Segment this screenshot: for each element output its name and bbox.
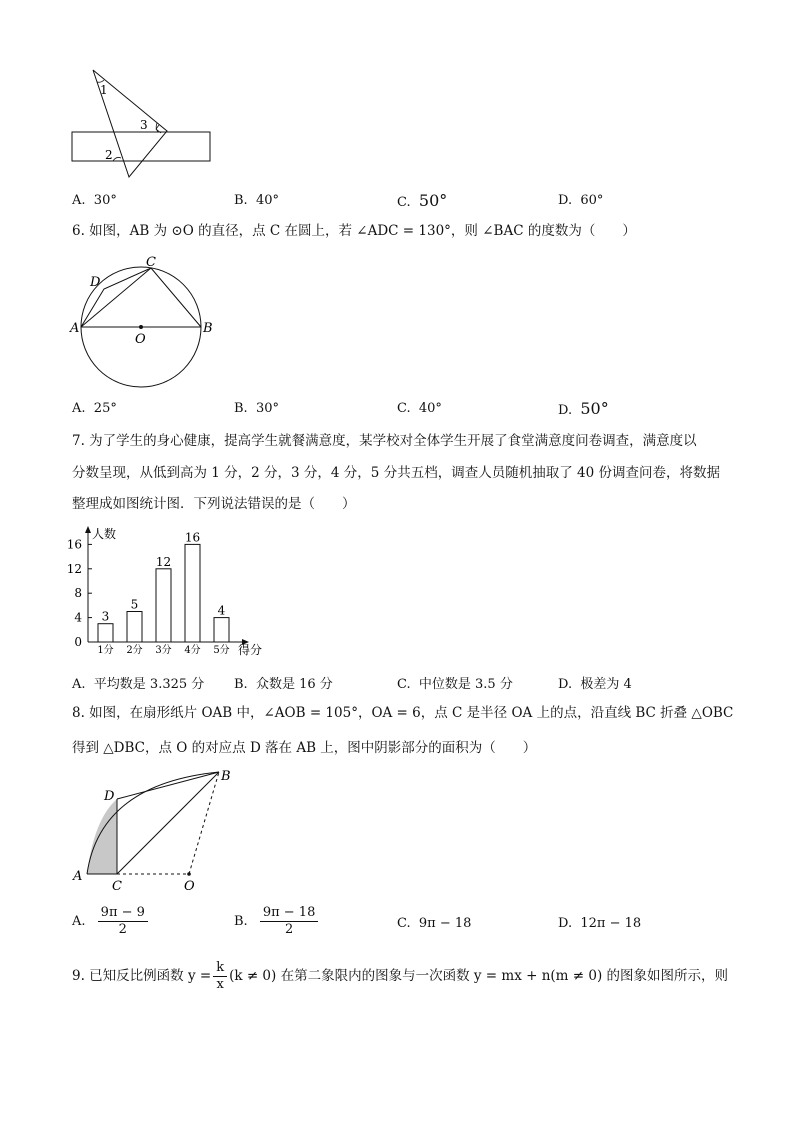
q9-stem-pre: 9. 已知反比例函数 y =	[72, 968, 212, 984]
option-letter: C.	[397, 916, 411, 931]
q8-stem-line1: 8. 如图，在扇形纸片 OAB 中，∠AOB = 105°，OA = 6，点 C 是半径 OA 上的点，沿直线 BC 折叠 △OBC	[72, 705, 734, 721]
option-letter: C.	[397, 195, 411, 210]
option-value: 60°	[580, 193, 604, 208]
q5-option-a[interactable]	[72, 193, 117, 208]
option-value: 50°	[418, 191, 448, 210]
q6-option-d[interactable]	[558, 399, 609, 418]
q8-segment-cb	[117, 772, 219, 874]
x-tick-label: 5分	[213, 645, 230, 656]
q8-label-c: C	[112, 879, 122, 894]
q7-xlabel: 得分	[238, 643, 263, 657]
q8-shaded-region	[87, 799, 117, 874]
option-letter: A.	[72, 914, 86, 929]
q7-option-a[interactable]	[72, 673, 204, 692]
y-tick-label: 0	[74, 635, 82, 649]
option-value: 30°	[93, 193, 117, 208]
y-tick-label: 4	[74, 610, 82, 625]
option-letter: A.	[72, 401, 86, 416]
q7-stem-line1: 7. 为了学生的身心健康，提高学生就餐满意度，某学校对全体学生开展了食堂满意度问卷调查，满意度以	[72, 433, 697, 449]
option-letter: B.	[234, 401, 248, 416]
q7-option-c[interactable]	[397, 673, 513, 692]
q5-option-b[interactable]	[234, 193, 279, 208]
q9-stem-post: (k ≠ 0) 在第二象限内的图象与一次函数 y = mx + n(m ≠ 0) 的图象如图所示，则	[229, 968, 729, 984]
y-tick-label: 16	[66, 537, 82, 552]
q5-angle2-label: 2	[105, 148, 113, 162]
bar-data-label: 3	[101, 609, 110, 624]
q7-stem-line3: 整理成如图统计图．下列说法错误的是（ ）	[72, 496, 356, 512]
x-tick-label: 4分	[184, 645, 201, 656]
q8-option-b[interactable]	[234, 905, 318, 938]
fraction-numerator: 9π − 9	[98, 905, 148, 922]
q8-segment-db	[117, 772, 219, 799]
q7-ylabel: 人数	[92, 527, 117, 541]
q5-ruler-rect	[72, 132, 210, 161]
bar-data-label: 12	[155, 554, 172, 569]
option-value: 40°	[255, 193, 279, 208]
q7-bar-chart	[60, 522, 280, 662]
x-tick-label: 3分	[155, 645, 172, 656]
q6-option-b[interactable]	[234, 401, 279, 416]
q7-option-b[interactable]	[234, 673, 333, 692]
q5-angle1-arc	[97, 80, 104, 82]
q8-label-o: O	[184, 879, 195, 894]
q7-option-d[interactable]	[558, 673, 632, 692]
fraction-numerator: 9π − 18	[260, 905, 319, 922]
q8-option-c[interactable]	[397, 916, 471, 931]
y-tick-label: 12	[66, 561, 82, 576]
q8-stem-line2: 得到 △DBC，点 O 的对应点 D 落在 AB 上，图中阴影部分的面积为（ ）	[72, 740, 537, 756]
q7-stem-line2: 分数呈现，从低到高为 1 分，2 分，3 分，4 分，5 分共五档，调查人员随机抽取了 40 份调查问卷，将数据	[72, 465, 720, 481]
q6-option-c[interactable]	[397, 401, 442, 416]
q5-angle1-label: 1	[100, 83, 108, 97]
bar	[214, 618, 229, 642]
option-value: 平均数是 3.325 分	[93, 677, 205, 692]
q5-angle2-arc	[113, 157, 121, 161]
q7-y-axis-arrow	[85, 526, 91, 533]
option-letter: A.	[72, 193, 86, 208]
q9-fraction	[213, 960, 227, 993]
q8-label-a: A	[73, 869, 83, 884]
q6-label-o: O	[135, 332, 146, 347]
option-value: 25°	[93, 401, 117, 416]
option-letter: D.	[558, 403, 573, 418]
option-letter: C.	[397, 401, 411, 416]
fraction-denominator: 2	[284, 922, 294, 937]
bar	[185, 544, 200, 642]
x-tick-label: 1分	[97, 645, 114, 656]
q5-option-c[interactable]	[397, 191, 447, 210]
option-fraction	[98, 905, 148, 938]
option-letter: D.	[558, 677, 573, 692]
option-value: 极差为 4	[580, 677, 632, 692]
option-letter: C.	[397, 677, 411, 692]
bar-data-label: 4	[217, 603, 226, 618]
fraction-denominator: x	[216, 977, 224, 992]
option-letter: B.	[234, 193, 248, 208]
q6-label-d: D	[90, 275, 101, 290]
fraction-denominator: 2	[118, 922, 127, 937]
q6-label-a: A	[70, 321, 80, 336]
q5-option-d[interactable]	[558, 193, 603, 208]
q6-stem: 6. 如图，AB 为 ⊙O 的直径，点 C 在圆上，若 ∠ADC = 130°，则 ∠BAC 的度数为（ ）	[72, 223, 636, 239]
q8-option-d[interactable]	[558, 916, 641, 931]
q5-figure	[60, 60, 230, 185]
option-value: 50°	[580, 399, 609, 418]
bar-data-label: 5	[130, 597, 139, 612]
fraction-numerator: k	[213, 960, 227, 977]
option-value: 40°	[418, 401, 442, 416]
bar	[98, 624, 113, 642]
bar-data-label: 16	[184, 530, 201, 545]
option-value: 9π − 18	[418, 916, 472, 931]
q6-option-a[interactable]	[72, 401, 117, 416]
q8-point-o	[187, 872, 191, 876]
option-fraction	[260, 905, 319, 938]
option-letter: B.	[234, 677, 248, 692]
option-letter: A.	[72, 677, 86, 692]
option-value: 12π − 18	[580, 916, 642, 931]
option-value: 30°	[255, 401, 279, 416]
bar	[127, 612, 142, 643]
x-tick-label: 2分	[126, 645, 143, 656]
q5-angle3-label: 3	[140, 118, 148, 132]
option-letter: D.	[558, 193, 573, 208]
q6-label-c: C	[146, 255, 156, 270]
q8-label-b: B	[221, 769, 231, 784]
option-letter: B.	[234, 914, 248, 929]
q6-center-dot	[139, 325, 143, 329]
q9-stem	[72, 960, 728, 993]
option-value: 众数是 16 分	[255, 677, 333, 692]
bar	[156, 569, 171, 642]
q8-label-d: D	[104, 789, 115, 804]
q8-figure	[66, 764, 241, 894]
q8-option-a[interactable]	[72, 905, 148, 938]
y-tick-label: 8	[74, 586, 82, 601]
q6-label-b: B	[203, 321, 213, 336]
option-letter: D.	[558, 916, 573, 931]
q6-figure	[66, 252, 226, 397]
option-value: 中位数是 3.5 分	[418, 677, 513, 692]
